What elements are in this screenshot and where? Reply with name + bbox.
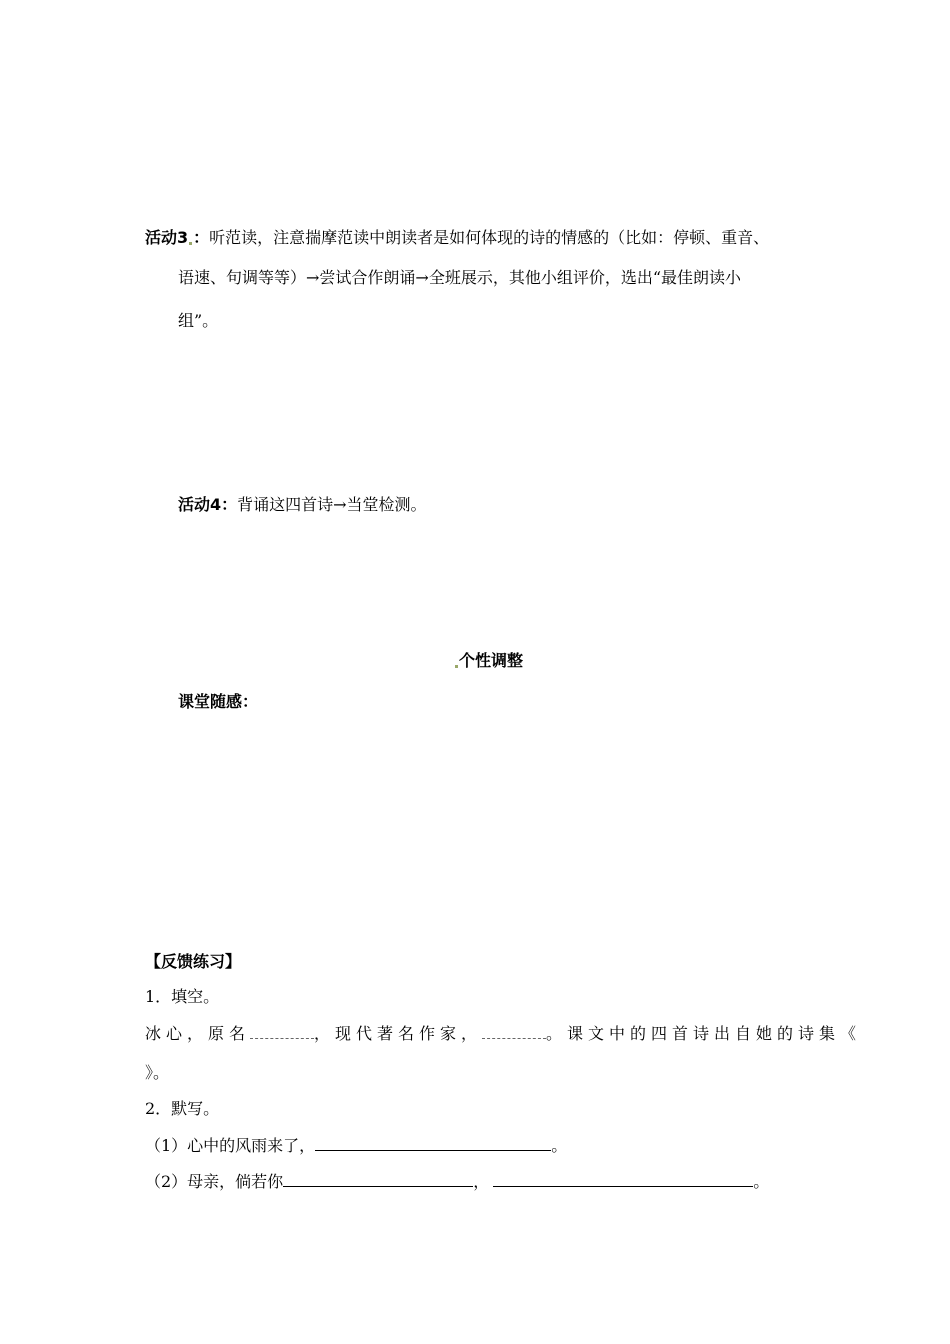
q2-title: 2．默写。 xyxy=(145,1099,220,1118)
q1-title: 1．填空。 xyxy=(145,987,220,1006)
q2-1-blank[interactable] xyxy=(315,1136,551,1151)
q2-2-blank1[interactable] xyxy=(283,1172,473,1187)
activity3-colon: ： xyxy=(193,228,210,247)
q1-part3: 。课文中的四首诗出自她的诗集《 xyxy=(546,1024,862,1043)
activity3-label: 活动3 xyxy=(145,228,189,247)
activity4-text: 背诵这四首诗→当堂检测。 xyxy=(237,495,427,514)
q1-blank-name[interactable] xyxy=(250,1024,314,1039)
activity4-line xyxy=(178,495,427,515)
feedback-heading: 【反馈练习】 xyxy=(145,952,242,971)
personal-heading: 个性调整 xyxy=(459,651,524,670)
q2-item1 xyxy=(145,1136,567,1156)
marker-dot xyxy=(189,242,192,245)
q2-2-prefix: （2）母亲，倘若你 xyxy=(145,1172,284,1191)
q1-blank-author[interactable] xyxy=(482,1024,546,1039)
marker-dot xyxy=(455,665,458,668)
q1-part4: 》。 xyxy=(145,1063,170,1082)
activity3-line1 xyxy=(145,228,769,248)
q1-line xyxy=(145,1024,861,1044)
activity3-text-line1: 听范读，注意揣摩范读中朗读者是如何体现的诗的情感的（比如：停顿、重音、 xyxy=(209,228,770,247)
reflection-label: 课堂随感： xyxy=(178,692,259,711)
q2-2-suffix: 。 xyxy=(753,1172,770,1191)
q2-2-mid: ， xyxy=(473,1172,490,1191)
q1-part1: 冰心，原名 xyxy=(145,1024,251,1043)
q2-2-blank2[interactable] xyxy=(493,1172,753,1187)
q1-part2: ，现代著名作家， xyxy=(314,1024,483,1043)
q2-1-suffix: 。 xyxy=(551,1136,568,1155)
q2-item2 xyxy=(145,1172,769,1192)
q2-1-prefix: （1）心中的风雨来了， xyxy=(145,1136,316,1155)
activity4-label: 活动4： xyxy=(178,495,238,514)
activity3-text-line3: 组”。 xyxy=(178,311,219,330)
personal-heading-line xyxy=(455,651,523,671)
activity3-text-line2: 语速、句调等等）→尝试合作朗诵→全班展示，其他小组评价，选出“最佳朗读小 xyxy=(178,268,741,287)
